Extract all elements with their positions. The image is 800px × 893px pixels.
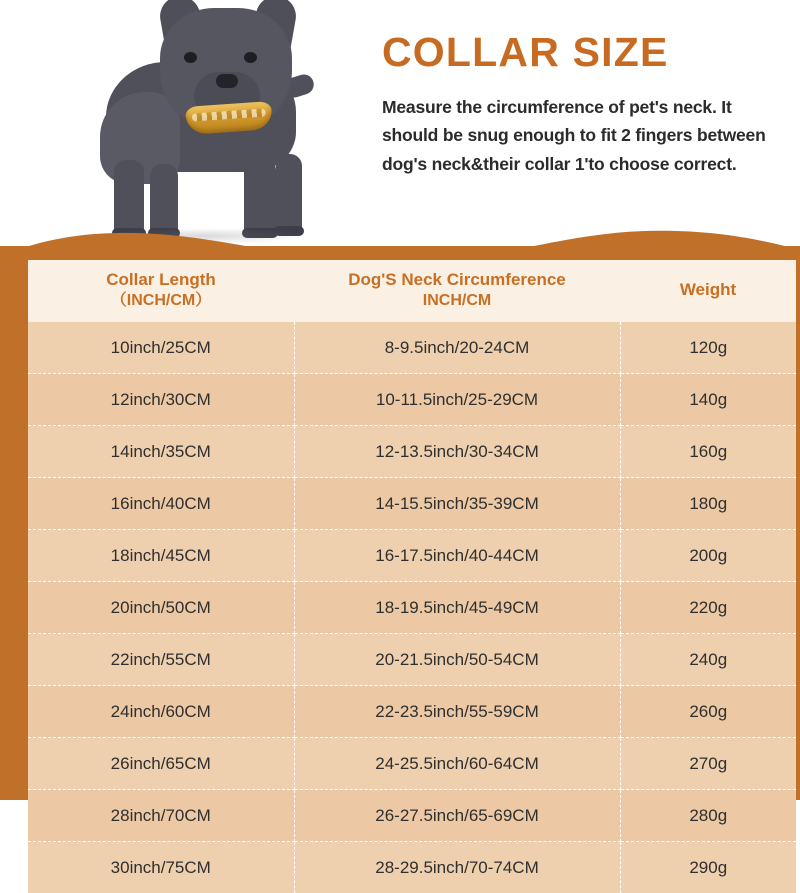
cell-neck-circumference: 8-9.5inch/20-24CM xyxy=(294,322,620,374)
cell-weight: 290g xyxy=(620,842,796,893)
table-row xyxy=(28,426,796,478)
column-header-collar-length-line2: （INCH/CM） xyxy=(110,291,212,309)
cell-weight: 220g xyxy=(620,582,796,634)
table-row xyxy=(28,842,796,893)
column-header-neck-circumference xyxy=(294,260,620,322)
cell-collar-length: 20inch/50CM xyxy=(28,582,294,634)
cell-neck-circumference: 22-23.5inch/55-59CM xyxy=(294,686,620,738)
cell-collar-length: 18inch/45CM xyxy=(28,530,294,582)
cell-neck-circumference: 16-17.5inch/40-44CM xyxy=(294,530,620,582)
size-table-panel xyxy=(0,246,800,877)
table-row xyxy=(28,478,796,530)
cell-collar-length: 22inch/55CM xyxy=(28,634,294,686)
cell-collar-length: 24inch/60CM xyxy=(28,686,294,738)
dog-eye-left xyxy=(184,52,197,63)
cell-weight: 200g xyxy=(620,530,796,582)
dog-photo xyxy=(48,0,368,250)
cell-weight: 120g xyxy=(620,322,796,374)
cell-weight: 280g xyxy=(620,790,796,842)
cell-collar-length: 12inch/30CM xyxy=(28,374,294,426)
table-row xyxy=(28,582,796,634)
cell-neck-circumference: 28-29.5inch/70-74CM xyxy=(294,842,620,893)
cell-neck-circumference: 20-21.5inch/50-54CM xyxy=(294,634,620,686)
table-header-row xyxy=(28,260,796,322)
cell-weight: 180g xyxy=(620,478,796,530)
table-row xyxy=(28,634,796,686)
cell-collar-length: 30inch/75CM xyxy=(28,842,294,893)
table-row xyxy=(28,790,796,842)
cell-neck-circumference: 10-11.5inch/25-29CM xyxy=(294,374,620,426)
cell-neck-circumference: 26-27.5inch/65-69CM xyxy=(294,790,620,842)
table-row xyxy=(28,686,796,738)
column-header-neck-circumference-line1: Dog'S Neck Circumference xyxy=(348,270,566,289)
table-body xyxy=(28,322,796,893)
cell-weight: 160g xyxy=(620,426,796,478)
cell-collar-length: 14inch/35CM xyxy=(28,426,294,478)
cell-weight: 140g xyxy=(620,374,796,426)
size-table-card xyxy=(28,260,772,877)
column-header-neck-circumference-line2: INCH/CM xyxy=(422,291,492,309)
column-header-weight-line1: Weight xyxy=(679,279,737,299)
collar-size-table xyxy=(28,260,796,893)
column-header-weight xyxy=(620,260,796,322)
measurement-instructions: Measure the circumference of pet's neck. It should be snug enough to fit 2 fingers between dog's neck&their collar 1'to choose correct. xyxy=(382,97,766,174)
cell-neck-circumference: 12-13.5inch/30-34CM xyxy=(294,426,620,478)
table-header xyxy=(28,260,796,322)
cell-neck-circumference: 14-15.5inch/35-39CM xyxy=(294,478,620,530)
table-row xyxy=(28,530,796,582)
table-row xyxy=(28,322,796,374)
cell-neck-circumference: 18-19.5inch/45-49CM xyxy=(294,582,620,634)
page-title: COLLAR SIZE xyxy=(382,29,669,75)
cell-collar-length: 10inch/25CM xyxy=(28,322,294,374)
cell-neck-circumference: 24-25.5inch/60-64CM xyxy=(294,738,620,790)
cell-weight: 260g xyxy=(620,686,796,738)
table-row xyxy=(28,374,796,426)
cell-collar-length: 28inch/70CM xyxy=(28,790,294,842)
cell-weight: 240g xyxy=(620,634,796,686)
cell-collar-length: 26inch/65CM xyxy=(28,738,294,790)
headline-block xyxy=(382,29,782,178)
dog-eye-right xyxy=(244,52,257,63)
dog-nose xyxy=(216,74,238,88)
cell-collar-length: 16inch/40CM xyxy=(28,478,294,530)
column-header-collar-length-line1: Collar Length xyxy=(106,270,216,289)
table-row xyxy=(28,738,796,790)
cell-weight: 270g xyxy=(620,738,796,790)
column-header-collar-length xyxy=(28,260,294,322)
